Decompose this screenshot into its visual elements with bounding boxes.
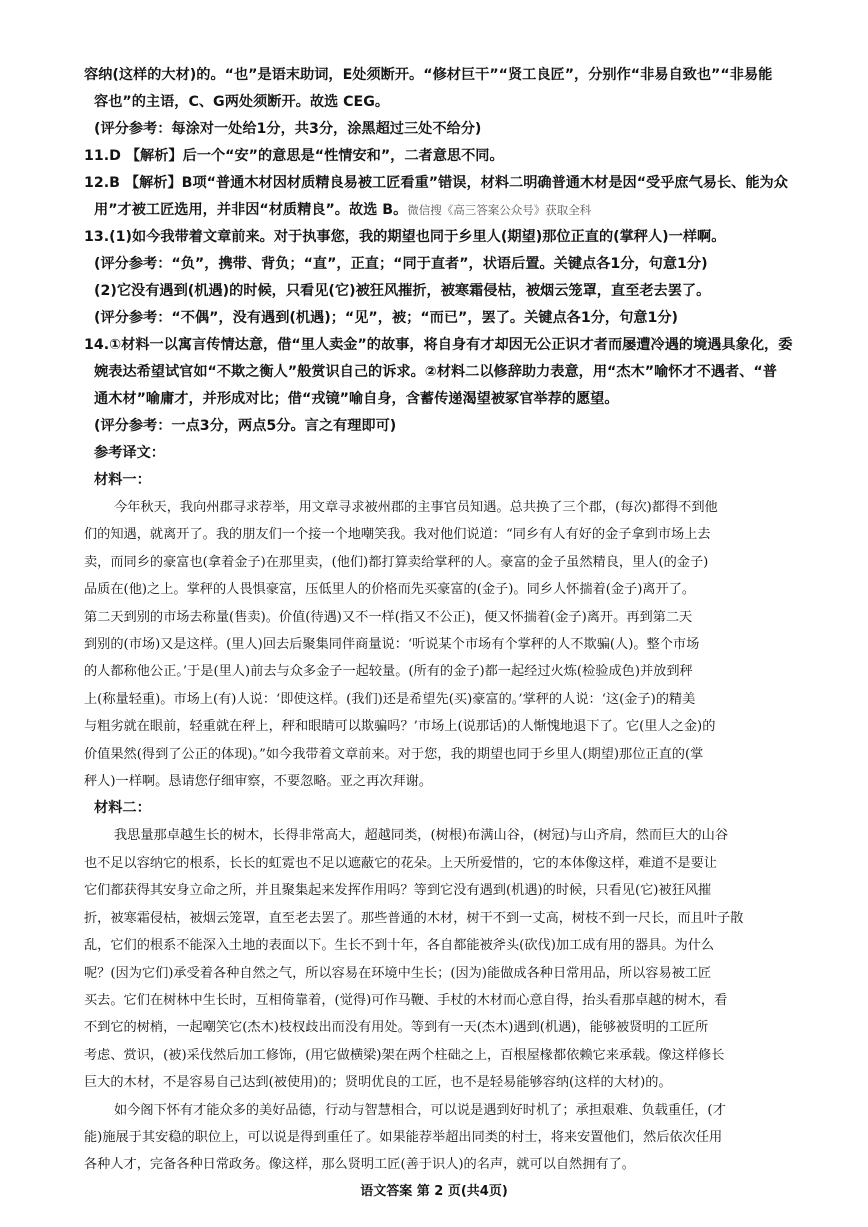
- translation-line: 能)施展于其安稳的职位上，可以说是得到重任了。如果能荐举超出同类的村士，将来安置他们，然后依次任用: [84, 1129, 723, 1145]
- text-line: 婉表达希望试官如“不欺之衡人”般赏识自己的诉求。②材料二以修辞助力表意，用“杰木”喻怀才不遇者、“普: [94, 364, 777, 380]
- translation-line: 买去。它们在树林中生长时，互相倚靠着，(觉得)可作马鞭、手杖的木材而心意自得，抬头看那卓越的树木，看: [84, 992, 728, 1008]
- translation-line: 也不足以容纳它的根系，长长的虹霓也不足以遮蔽它的花朵。上天所爱惜的，它的本体像这样，难道不是要让: [84, 855, 717, 871]
- answer-13-2: (2)它没有遇到(机遇)的时候，只看见(它)被狂风摧折，被寒霜侵枯，被烟云笼罩，直至老去罢了。: [94, 283, 711, 299]
- answer-12-end: 用”才被工匠选用，并非因“材质精良”。故选 B。: [94, 202, 408, 218]
- translation-line: 不到它的树梢，一起嘲笑它(杰木)枝杈歧出而没有用处。等到有一天(杰木)遇到(机遇)，能够被贤明的工匠所: [84, 1020, 709, 1036]
- answer-12: 12.B 【解析】B项“普通木材因材质精良易被工匠看重”错误，材料二明确普通木材是因“受乎庶气易长、能为众: [84, 175, 788, 191]
- translation-line: 们的知遇，就离开了。我的朋友们一个接一个地嘲笑我。我对他们说道：“同乡有人有好的金子拿到市场上去: [84, 527, 711, 543]
- material-1-translation: [84, 494, 804, 795]
- translation-line: 上(称量轻重)。市场上(有)人说：‘即使这样。(我们)还是希望先(买)豪富的。’掌秤的人说：‘这(金子)的精美: [84, 691, 696, 707]
- translation-line: 的人都称他公正。’于是(里人)前去与众多金子一起较量。(所有的金子)都一起经过火炼(检验成色)并放到秤: [84, 664, 693, 680]
- answer-notes: [84, 62, 804, 440]
- scoring-note: (评分参考：每涂对一处给1分，共3分，涂黑超过三处不给分): [94, 121, 482, 137]
- translation-line: 它们都获得其安身立命之所，并且聚集起来发挥作用吗？等到它没有遇到(机遇)的时候，只看见(它)被狂风摧: [84, 883, 712, 899]
- text-line: 通木材”喻庸才，并形成对比；借“戎镜”喻自身，含蓄传递渴望被冢官举荐的愿望。: [94, 391, 619, 407]
- translation-line: 秤人)一样啊。恳请您仔细审察，不要忽略。亚之再次拜谢。: [84, 774, 433, 790]
- scoring-note: (评分参考：“负”，携带、背负；“直”，正直；“同于直者”，状语后置。关键点各1分，句意1分): [94, 256, 708, 272]
- scoring-note: (评分参考：“不偶”，没有遇到(机遇)；“见”，被；“而已”，罢了。关键点各1分，句意1分): [94, 310, 679, 326]
- translation-line: 折，被寒霜侵枯，被烟云笼罩，直至老去罢了。那些普通的木材，树干不到一丈高，树枝不到一尺长，而且叶子散: [84, 910, 744, 926]
- page-footer: 语文答案 第 2 页(共4页): [360, 1184, 508, 1199]
- translation-heading: 参考译文：: [94, 445, 165, 461]
- text-line: 容纳(这样的大材)的。“也”是语末助词，E处须断开。“修材巨干”“贤工良匠”，分别作“非易自致也”“非易能: [84, 67, 773, 83]
- text-line: [84, 197, 804, 224]
- translation-line: 价值果然(得到了公正的体现)。”如今我带着文章前来。对于您，我的期望也同于乡里人(期望)那位正直的(掌: [84, 746, 704, 762]
- translation-line: 品质在(他)之上。掌秤的人畏惧豪富，压低里人的价格而先买豪富的(金子)。同乡人怀揣着(金子)离开了。: [84, 582, 696, 598]
- scoring-note: (评分参考：一点3分，两点5分。言之有理即可): [94, 418, 397, 434]
- translation-line: 今年秋天，我向州郡寻求荐举，用文章寻求被州郡的主事官员知遇。总共换了三个郡，(每次)都得不到他: [114, 500, 718, 515]
- watermark-text: 微信搜《高三答案公众号》获取全科: [407, 203, 592, 217]
- translation-line: 各种人才，完备各种日常政务。像这样，那么贤明工匠(善于识人)的名声，就可以自然拥有了。: [84, 1157, 635, 1173]
- translation-line: 巨大的木材，不是容易自己达到(被使用)的；贤明优良的工匠，也不是轻易能够容纳(这样的大材)的。: [84, 1075, 672, 1091]
- translation-line: 卖，而同乡的豪富也(拿着金子)在那里卖，(他们)都打算卖给掌秤的人。豪富的金子虽然精良，里人(的金子): [84, 554, 709, 570]
- material-2-translation: [84, 822, 804, 1178]
- translation-line: 考虑、赏识，(被)采伐然后加工修饰，(用它做横梁)架在两个柱础之上，百根屋椽都依赖它来承载。像这样修长: [84, 1047, 725, 1063]
- answer-13-1: 13.(1)如今我带着文章前来。对于执事您，我的期望也同于乡里人(期望)那位正直的(掌秤人)一样啊。: [84, 229, 726, 245]
- material-1-heading: 材料一：: [94, 472, 151, 488]
- translation-line: 到别的(市场)又是这样。(里人)回去后聚集同伴商量说：‘听说某个市场有个掌秤的人不欺骗(人)。整个市场: [84, 637, 700, 653]
- material-2-heading: 材料二：: [94, 800, 151, 817]
- answer-11: 11.D 【解析】后一个“安”的意思是“性情安和”，二者意思不同。: [84, 148, 504, 164]
- translation-line: 如今阁下怀有才能众多的美好品德，行动与智慧相合，可以说是遇到好时机了；承担艰难、负载重任，(才: [114, 1102, 726, 1118]
- translation-line: 我思量那卓越生长的树木，长得非常高大，超越同类，(树根)布满山谷，(树冠)与山齐肩，然而巨大的山谷: [114, 828, 729, 844]
- translation-line: 乱，它们的根系不能深入土地的表面以下。生长不到十年，各自都能被斧头(砍伐)加工成有用的器具。为什么: [84, 938, 715, 954]
- text-line: 容也”的主语，C、G两处须断开。故选 CEG。: [94, 94, 390, 110]
- translation-line: 第二天到别的市场去称量(售卖)。价值(待遇)又不一样(指又不公正)，便又怀揣着(金子)离开。再到第二天: [84, 609, 693, 625]
- translation-line: 与粗劣就在眼前，轻重就在秤上，秤和眼睛可以欺骗吗？’市场上(说那话)的人惭愧地退下了。它(里人之金)的: [84, 719, 716, 735]
- translation-line: 呢？(因为它们)承受着各种自然之气，所以容易在环境中生长；(因为)能做成各种日常用品，所以容易被工匠: [84, 965, 712, 981]
- answer-14: 14.①材料一以寓言传情达意，借“里人卖金”的故事，将自身有才却因无公正识才者而屡遭冷遇的境遇具象化，委: [84, 337, 793, 353]
